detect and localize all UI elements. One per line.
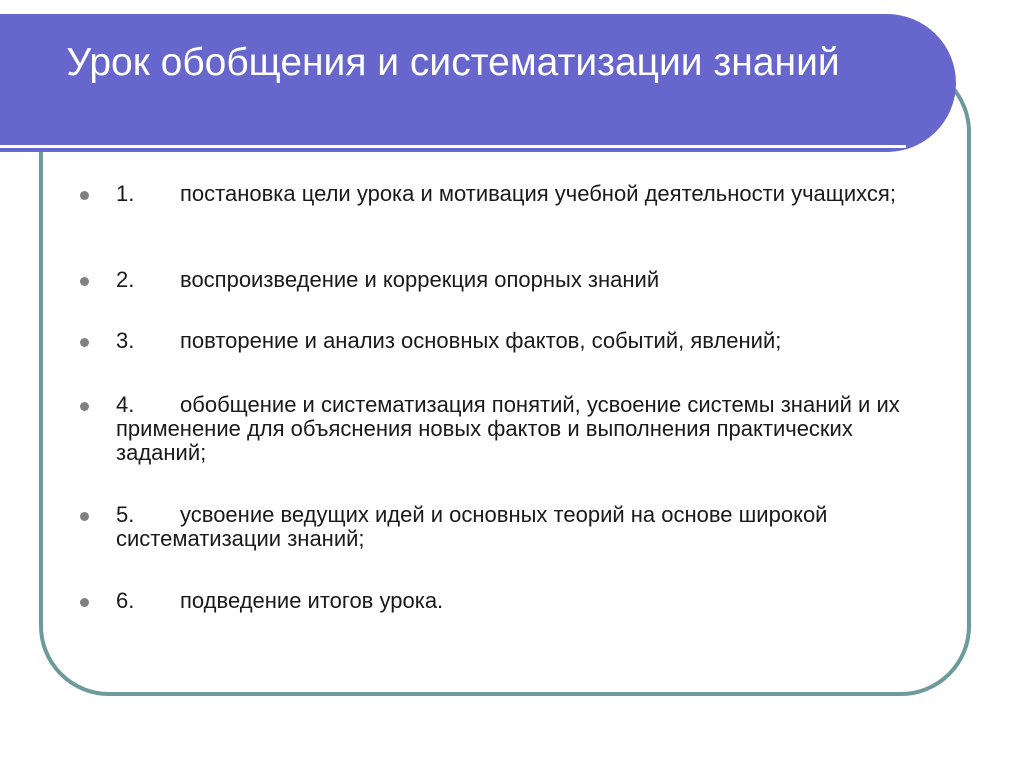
slide-title: Урок обобщения и систематизации знаний [66,41,840,84]
item-text: повторение и анализ основных фактов, событий, явлений; [180,328,782,353]
item-number: 3. [116,328,135,353]
item-number: 4. [116,392,135,417]
item-number: 5. [116,502,135,527]
bullet-icon [80,598,89,607]
item-text: обобщение и систематизация понятий, усвоение системы знаний и их применение для объяснения новых фактов и выполнения практических заданий; [116,392,900,465]
title-bar [0,14,956,152]
item-text: усвоение ведущих идей и основных теорий на основе широкой систематизации знаний; [116,502,828,551]
item-number: 6. [116,588,135,613]
list-item [80,503,910,551]
bullet-icon [80,512,89,521]
list-item [80,329,781,353]
list-item [80,268,659,292]
item-text: подведение итогов урока. [180,588,444,613]
list-item [80,182,896,206]
item-text: постановка цели урока и мотивация учебной деятельности учащихся; [180,181,896,206]
title-underline [0,145,906,148]
bullet-icon [80,277,89,286]
bullet-icon [80,191,89,200]
item-number: 1. [116,181,135,206]
list-item [80,393,910,465]
bullet-icon [80,338,89,347]
list-item [80,589,443,613]
item-number: 2. [116,267,135,292]
bullet-icon [80,402,89,411]
item-text: воспроизведение и коррекция опорных знаний [180,267,660,292]
